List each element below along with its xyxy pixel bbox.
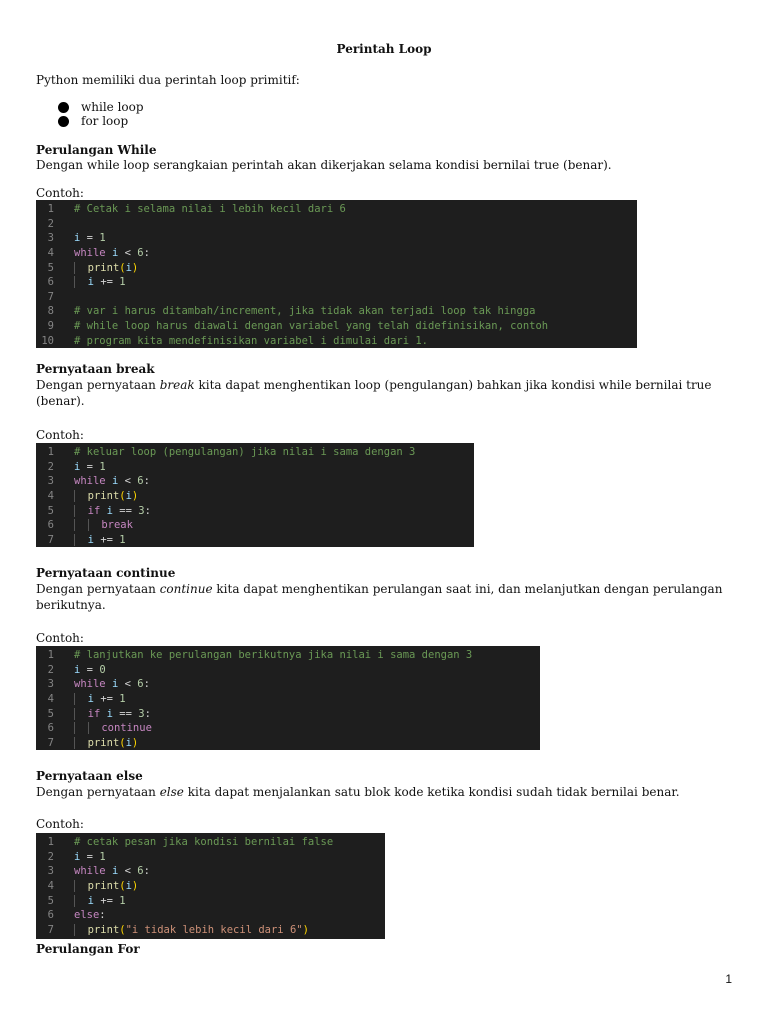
line-number: 2 <box>47 850 54 863</box>
code-text: while i < 6: <box>74 475 150 488</box>
line-number: 1 <box>47 836 54 849</box>
code-line <box>36 246 637 261</box>
line-number: 5 <box>47 261 54 274</box>
section-heading-while: Perulangan While <box>36 143 157 157</box>
code-line <box>36 864 385 879</box>
section-heading-continue: Pernyataan continue <box>36 566 176 580</box>
code-text: i = 1 <box>74 460 106 473</box>
page-title: Perintah Loop <box>336 42 432 56</box>
line-number: 7 <box>47 533 54 546</box>
code-line <box>36 835 385 850</box>
intro-text: Python memiliki dua perintah loop primitif: <box>36 73 300 87</box>
code-text: if i == 3: <box>74 505 151 517</box>
line-number: 5 <box>47 504 54 517</box>
contoh-label: Contoh: <box>36 428 84 442</box>
contoh-label: Contoh: <box>36 186 84 200</box>
line-number: 2 <box>47 217 54 230</box>
section-heading-else: Pernyataan else <box>36 769 143 783</box>
code-line <box>36 721 540 736</box>
code-text: i += 1 <box>74 895 126 907</box>
code-text: i += 1 <box>74 693 126 705</box>
code-text: continue <box>74 722 152 734</box>
line-number: 3 <box>47 678 54 691</box>
list-item: for loop <box>36 114 144 128</box>
line-number: 3 <box>47 865 54 878</box>
line-number: 1 <box>47 203 54 216</box>
bullet-icon <box>58 116 69 127</box>
code-text: print(i) <box>74 262 138 274</box>
code-line <box>36 217 637 232</box>
code-line <box>36 503 474 518</box>
code-line <box>36 460 474 475</box>
section-text-continue: Dengan pernyataan continue kita dapat menghentikan perulangan saat ini, dan melanjutkan dengan perulangan berikutnya. <box>36 582 723 612</box>
contoh-label: Contoh: <box>36 631 84 645</box>
line-number: 6 <box>47 276 54 289</box>
line-number: 2 <box>47 663 54 676</box>
line-number: 7 <box>47 923 54 936</box>
code-text: # program kita mendefinisikan variabel i dimulai dari 1. <box>74 334 429 347</box>
code-text: # cetak pesan jika kondisi bernilai false <box>74 836 334 849</box>
code-line <box>36 908 385 923</box>
line-number: 3 <box>47 475 54 488</box>
section-text-else: Dengan pernyataan else kita dapat menjalankan satu blok kode ketika kondisi sudah tidak bernilai benar. <box>36 785 680 799</box>
code-line <box>36 489 474 504</box>
line-number: 9 <box>47 320 54 333</box>
line-number: 2 <box>47 460 54 473</box>
code-text: # lanjutkan ke perulangan berikutnya jika nilai i sama dengan 3 <box>74 649 473 662</box>
code-line <box>36 304 637 319</box>
code-text: print(i) <box>74 880 138 892</box>
line-number: 4 <box>47 880 54 893</box>
section-heading-break: Pernyataan break <box>36 362 155 376</box>
code-text: while i < 6: <box>74 865 150 878</box>
code-line <box>36 533 474 548</box>
section-text-while: Dengan while loop serangkaian perintah akan dikerjakan selama kondisi bernilai true (benar). <box>36 158 612 172</box>
code-text: # keluar loop (pengulangan) jika nilai i sama dengan 3 <box>74 446 416 459</box>
section-text-break: Dengan pernyataan break kita dapat menghentikan loop (pengulangan) bahkan jika kondisi while bernilai true (benar). <box>36 378 712 408</box>
list-item: while loop <box>36 100 144 114</box>
code-text: # var i harus ditambah/increment, jika tidak akan terjadi loop tak hingga <box>74 305 536 318</box>
code-line <box>36 893 385 908</box>
code-line <box>36 319 637 334</box>
code-line <box>36 879 385 894</box>
line-number: 4 <box>47 490 54 503</box>
code-block-break <box>36 443 474 547</box>
code-line <box>36 706 540 721</box>
code-line <box>36 260 637 275</box>
code-line <box>36 677 540 692</box>
line-number: 6 <box>47 519 54 532</box>
code-block-continue <box>36 646 540 750</box>
code-text: print("i tidak lebih kecil dari 6") <box>74 924 309 936</box>
code-text: else: <box>74 909 106 922</box>
bullet-list <box>36 100 144 128</box>
code-line <box>36 648 540 663</box>
code-line <box>36 736 540 751</box>
code-line <box>36 445 474 460</box>
line-number: 7 <box>47 736 54 749</box>
line-number: 5 <box>47 707 54 720</box>
code-text: print(i) <box>74 737 138 749</box>
line-number: 1 <box>47 446 54 459</box>
bullet-icon <box>58 102 69 113</box>
code-line <box>36 231 637 246</box>
line-number: 3 <box>47 232 54 245</box>
line-number: 7 <box>47 290 54 303</box>
code-text: i += 1 <box>74 276 126 288</box>
code-block-else <box>36 833 385 939</box>
code-line <box>36 333 637 348</box>
code-line <box>36 202 637 217</box>
line-number: 4 <box>47 693 54 706</box>
page-number: 1 <box>725 972 732 986</box>
code-text: while i < 6: <box>74 678 150 691</box>
section-heading-for: Perulangan For <box>36 942 140 956</box>
line-number: 6 <box>47 722 54 735</box>
code-text: while i < 6: <box>74 247 150 260</box>
code-text: if i == 3: <box>74 708 151 720</box>
code-text: i = 1 <box>74 232 106 245</box>
code-line <box>36 518 474 533</box>
code-line <box>36 290 637 305</box>
code-line <box>36 275 637 290</box>
code-text: i += 1 <box>74 534 126 546</box>
code-text: i = 0 <box>74 663 106 676</box>
code-line <box>36 850 385 865</box>
contoh-label: Contoh: <box>36 817 84 831</box>
code-line <box>36 692 540 707</box>
code-text: print(i) <box>74 490 138 502</box>
code-text: break <box>74 519 133 531</box>
line-number: 8 <box>47 305 54 318</box>
line-number: 10 <box>41 334 54 347</box>
code-line <box>36 923 385 938</box>
code-line <box>36 663 540 678</box>
line-number: 5 <box>47 894 54 907</box>
code-block-while <box>36 200 637 348</box>
code-line <box>36 474 474 489</box>
code-text: # Cetak i selama nilai i lebih kecil dari 6 <box>74 203 346 216</box>
line-number: 6 <box>47 909 54 922</box>
line-number: 4 <box>47 247 54 260</box>
code-text: i = 1 <box>74 850 106 863</box>
code-text: # while loop harus diawali dengan variabel yang telah didefinisikan, contoh <box>74 320 549 333</box>
line-number: 1 <box>47 649 54 662</box>
